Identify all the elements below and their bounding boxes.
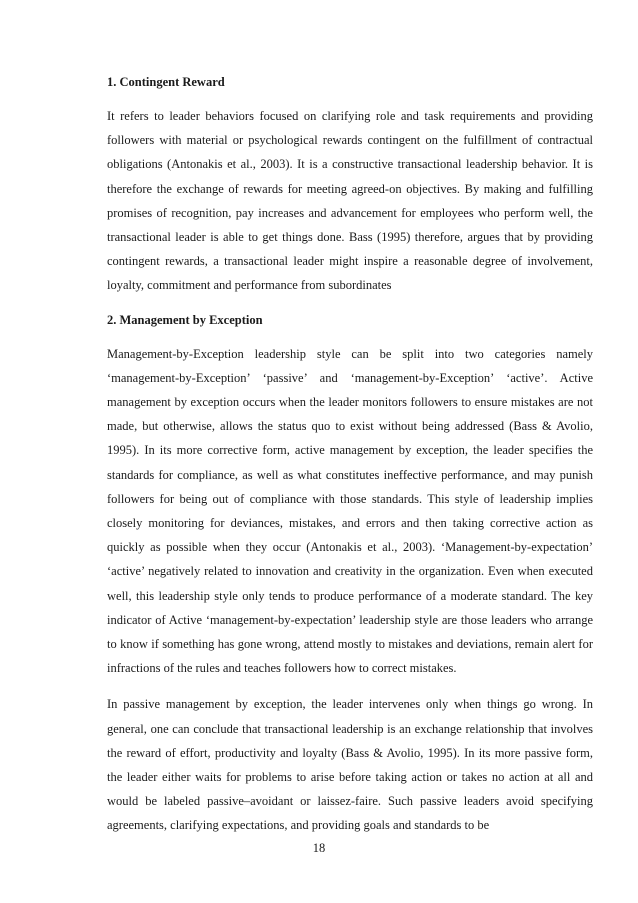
page-content (107, 74, 593, 838)
section-heading-contingent-reward: 1. Contingent Reward (107, 75, 225, 89)
paragraph-management-by-exception-passive: In passive management by exception, the leader intervenes only when things go wrong. In general, one can conclude that transactional leadership is an exchange relationship that involves the reward of effort, productivity and loyalty (Bass & Avolio, 1995). In its more passive form, the leader either waits for problems to arise before taking action or takes no action at all and would be labeled passive–avoidant or laissez-faire. Such passive leaders avoid specifying agreements, clarifying expectations, and providing goals and standards to be (107, 697, 593, 833)
page-number: 18 (312, 841, 326, 855)
paragraph-management-by-exception-active: Management-by-Exception leadership style can be split into two categories namely ‘management-by-Exception’ ‘passive’ and ‘management-by-Exception’ ‘active’. Active management by exception occurs when the leader monitors followers to ensure mistakes are not made, but otherwise, allows the status quo to exist without being addressed (Bass & Avolio, 1995). In its more corrective form, active management by exception, the leader specifies the standards for compliance, as well as what constitutes ineffective performance, and may punish followers for being out of compliance with those standards. This style of leadership implies closely monitoring for deviances, mistakes, and errors and then taking corrective action as quickly as possible when they occur (Antonakis et al., 2003). ‘Management-by-expectation’ ‘active’ negatively related to innovation and creativity in the organization. Even when executed well, this leadership style only tends to produce performance of a moderate standard. The key indicator of Active ‘management-by-expectation’ leadership style are those leaders who arrange to know if something has gone wrong, attend mostly to mistakes and deviations, remain alert for infractions of the rules and teaches followers how to correct mistakes. (107, 346, 593, 676)
section-heading-management-by-exception: 2. Management by Exception (107, 312, 263, 327)
paragraph-contingent-reward: It refers to leader behaviors focused on clarifying role and task requirements and providing followers with material or psychological rewards contingent on the fulfillment of contractual obligations (Antonakis et al., 2003). It is a constructive transactional leadership behavior. It is therefore the exchange of rewards for meeting agreed-on objectives. By making and fulfilling promises of recognition, pay increases and advancement for employees who perform well, the transactional leader is able to get things done. Bass (1995) therefore, argues that by providing contingent rewards, a transactional leader might inspire a reasonable degree of involvement, loyalty, commitment and performance from subordinates (107, 109, 593, 293)
